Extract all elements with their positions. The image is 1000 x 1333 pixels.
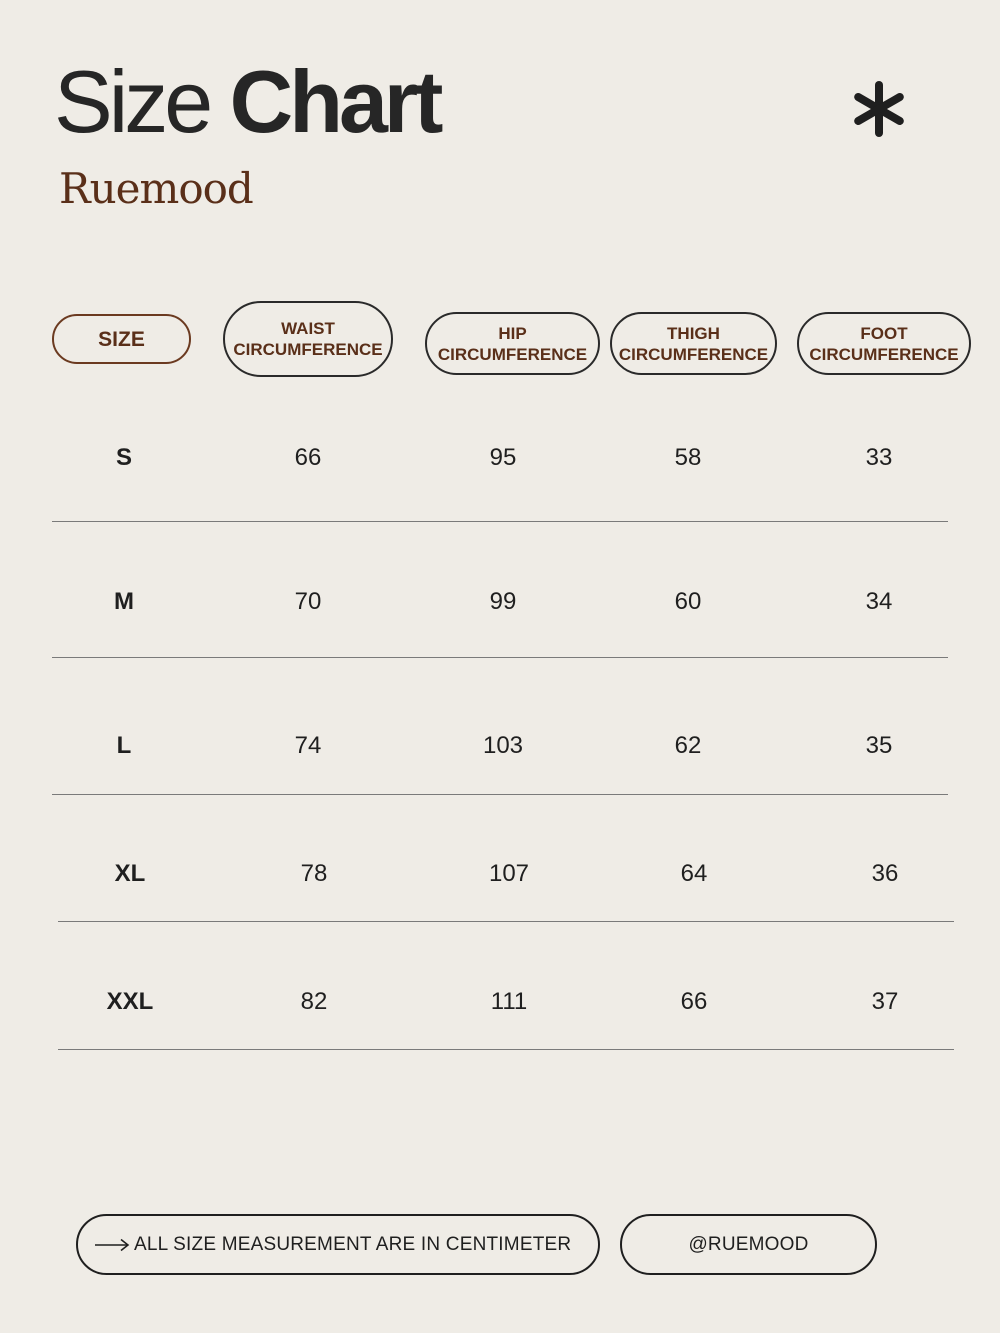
- brand-name: Ruemood: [59, 164, 253, 213]
- row-l-hip: 103: [482, 732, 524, 759]
- title-bold: Chart: [229, 52, 440, 151]
- row-m-waist: 70: [294, 588, 322, 615]
- row-s-foot: 33: [865, 444, 893, 471]
- social-handle[interactable]: [620, 1214, 877, 1275]
- header-hip: [425, 312, 600, 375]
- row-m-thigh: 60: [674, 588, 702, 615]
- row-xl-waist: 78: [300, 860, 328, 887]
- row-l-size: L: [116, 732, 132, 759]
- row-xl-foot: 36: [871, 860, 899, 887]
- header-thigh-label: THIGH CIRCUMFERENCE: [618, 323, 769, 364]
- row-s-thigh: 58: [674, 444, 702, 471]
- row-m-size: M: [114, 588, 134, 615]
- row-s-hip: 95: [489, 444, 517, 471]
- header-hip-label: HIP CIRCUMFERENCE: [437, 323, 588, 364]
- row-xxl-hip: 111: [490, 988, 528, 1015]
- page-title: [54, 52, 439, 152]
- header-waist: [223, 301, 393, 377]
- arrow-right-icon: [94, 1238, 130, 1252]
- row-s-waist: 66: [294, 444, 322, 471]
- title-light: Size: [54, 52, 210, 151]
- row-l-foot: 35: [865, 732, 893, 759]
- row-m-hip: 99: [489, 588, 517, 615]
- row-xxl-thigh: 66: [680, 988, 708, 1015]
- row-s-size: S: [115, 444, 132, 471]
- header-thigh: [610, 312, 777, 375]
- row-divider: [52, 657, 948, 658]
- social-handle-text: @RUEMOOD: [688, 1233, 809, 1255]
- row-xxl-foot: 37: [871, 988, 899, 1015]
- row-divider: [52, 794, 948, 795]
- measurement-note-text: ALL SIZE MEASUREMENT ARE IN CENTIMETER: [134, 1233, 572, 1255]
- header-waist-label: WAIST CIRCUMFERENCE: [233, 319, 383, 359]
- row-xxl-waist: 82: [300, 988, 328, 1015]
- row-l-waist: 74: [294, 732, 322, 759]
- row-m-foot: 34: [865, 588, 893, 615]
- row-xl-hip: 107: [488, 860, 530, 887]
- header-foot: [797, 312, 971, 375]
- row-xl-size: XL: [114, 860, 146, 887]
- row-divider: [58, 921, 954, 922]
- header-size: [52, 314, 191, 364]
- row-l-thigh: 62: [674, 732, 702, 759]
- header-foot-label: FOOT CIRCUMFERENCE: [809, 323, 959, 364]
- header-size-label: SIZE: [98, 327, 145, 351]
- measurement-note: [76, 1214, 600, 1275]
- row-xl-thigh: 64: [680, 860, 708, 887]
- row-divider: [58, 1049, 954, 1050]
- row-divider: [52, 521, 948, 522]
- row-xxl-size: XXL: [106, 988, 154, 1015]
- asterisk-icon: [850, 80, 908, 138]
